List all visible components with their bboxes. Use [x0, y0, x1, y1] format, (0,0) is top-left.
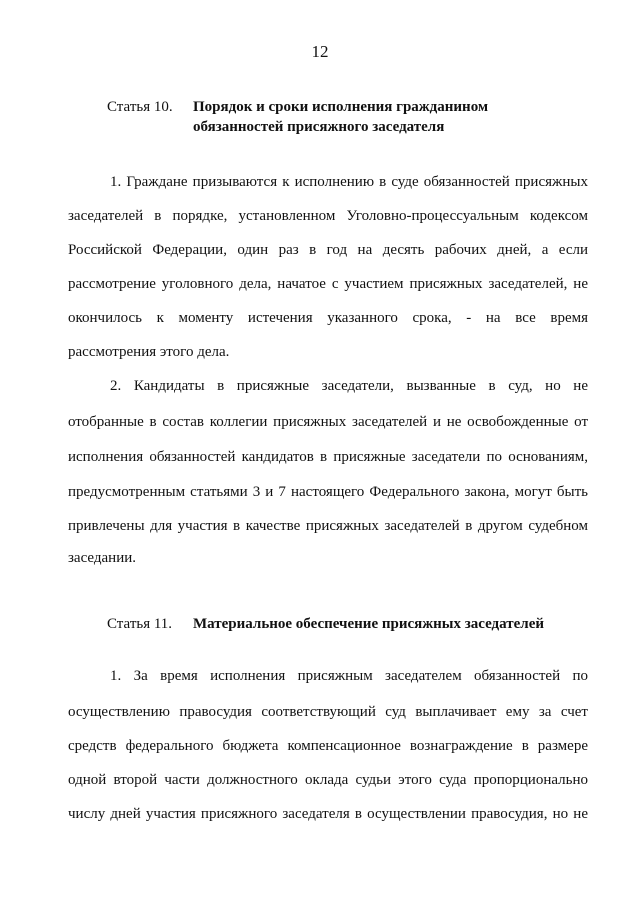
- article-11-para-1-line: одной второй части должностного оклада судьи этого суда пропорционально: [68, 772, 588, 788]
- article-10-para-1-line: 1. Граждане призываются к исполнению в суде обязанностей присяжных: [110, 174, 588, 190]
- article-11-label: Статья 11.: [107, 616, 173, 632]
- article-10-para-1-line: рассмотрение уголовного дела, начатое с участием присяжных заседателей, не: [68, 276, 588, 292]
- article-10-title-line-2: обязанностей присяжного заседателя: [193, 119, 445, 135]
- article-10-para-1-line: заседателей в порядке, установленном Уголовно-процессуальным кодексом: [68, 208, 588, 224]
- article-10-heading: [107, 97, 593, 137]
- article-11-heading: [107, 614, 593, 634]
- article-10-para-2-line: предусмотренным статьями 3 и 7 настоящего Федерального закона, могут быть: [68, 484, 588, 500]
- article-11-para-1-line: осуществлению правосудия соответствующий суд выплачивает ему за счет: [68, 704, 588, 720]
- page-number: 12: [311, 42, 329, 61]
- article-11-para-1-line: числу дней участия присяжного заседателя в осуществлении правосудия, но не: [68, 806, 588, 822]
- article-10-para-2-line: исполнения обязанностей кандидатов в присяжные заседатели по основаниям,: [68, 449, 588, 465]
- article-10-title: [193, 97, 593, 137]
- article-10-para-1-line: рассмотрения этого дела.: [68, 344, 230, 360]
- article-10-para-2-line: 2. Кандидаты в присяжные заседатели, вызванные в суд, но не: [110, 378, 588, 394]
- article-10-title-line-1: Порядок и сроки исполнения гражданином: [193, 99, 489, 115]
- article-10-para-2-line: привлечены для участия в качестве присяжных заседателей в другом судебном: [68, 518, 588, 534]
- article-11-para-1-line: 1. За время исполнения присяжным заседателем обязанностей по: [110, 668, 588, 684]
- article-10-label: Статья 10.: [107, 99, 173, 115]
- article-10-para-1-line: окончилось к моменту истечения указанного срока, - на все время: [68, 310, 588, 326]
- article-11-title: Материальное обеспечение присяжных заседателей: [193, 616, 544, 632]
- article-10-para-2-line: заседании.: [68, 550, 137, 566]
- article-10-para-2-line: отобранные в состав коллегии присяжных заседателей и не освобожденные от: [68, 414, 588, 430]
- article-11-para-1-line: средств федерального бюджета компенсационное вознаграждение в размере: [68, 738, 588, 754]
- article-10-para-1-line: Российской Федерации, один раз в год на десять рабочих дней, а если: [68, 242, 588, 258]
